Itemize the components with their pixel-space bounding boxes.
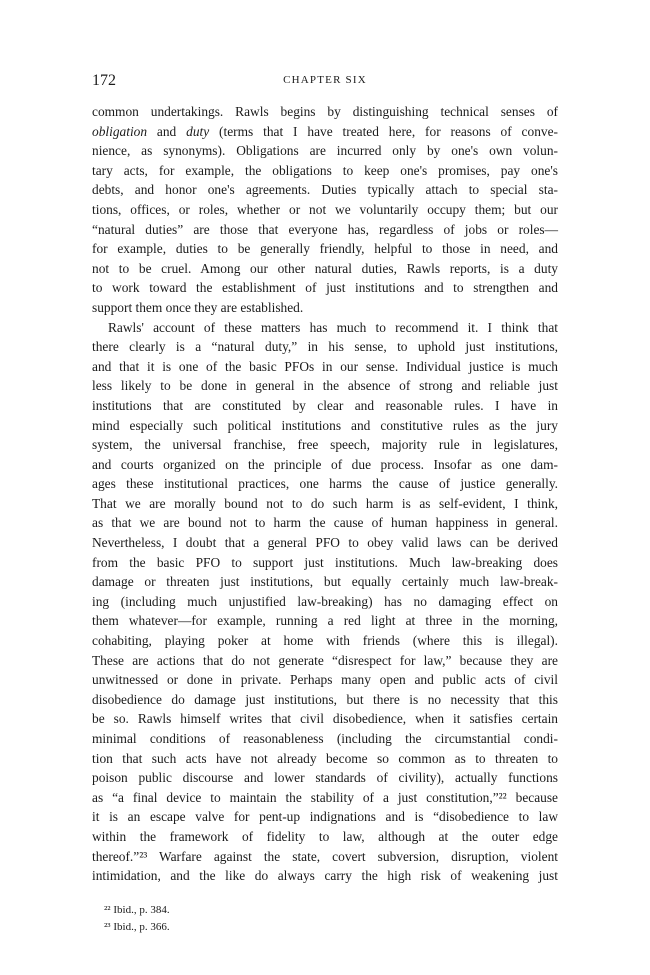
text-line: support them once they are established. — [92, 299, 304, 315]
footnotes — [92, 902, 558, 936]
text-line: for example, duties to be generally friendly, helpful to those in need, and — [92, 241, 558, 257]
text-line: tions, offices, or roles, whether or not we voluntarily occupy them; but our — [92, 201, 558, 217]
text-line: disobedience do damage just institutions, but there is no necessity that this — [92, 691, 558, 707]
text-line: as “a final device to maintain the stability of a just constitution,”²² because — [92, 789, 558, 805]
text-line: poison public discourse and lower standards of civility), actually functions — [92, 770, 558, 786]
text-line: Rawls' account of these matters has much to recommend it. I think that — [108, 319, 558, 335]
text-line: ing (including much unjustified law-breaking) has no damaging effect on — [92, 593, 558, 609]
text-line: them whatever—for example, running a red light at three in the morning, — [92, 613, 558, 629]
text-line: institutions that are constituted by clear and reasonable rules. I have in — [92, 397, 558, 413]
text-line: minimal conditions of reasonableness (including the circumstantial condi- — [92, 731, 558, 746]
text-line: less likely to be done in general in the absence of strong and reliable just — [92, 378, 558, 394]
text-line: from the basic PFO to support just institutions. Much law-breaking does — [92, 554, 558, 570]
emphasis-duty: duty — [186, 123, 210, 139]
text-line: Nevertheless, I doubt that a general PFO to obey valid laws can be derived — [92, 535, 558, 551]
footnote: ²³ Ibid., p. 366. — [104, 920, 170, 933]
text-line: common undertakings. Rawls begins by distinguishing technical senses of — [92, 104, 558, 119]
footnote: ²² Ibid., p. 384. — [104, 903, 170, 916]
text-line: within the framework of fidelity to law, although at the outer edge — [92, 828, 558, 844]
text-line: it is an escape valve for pent-up indignations and is “disobedience to law — [92, 809, 558, 825]
text-line: there clearly is a “natural duty,” in his sense, to uphold just institutions, — [92, 339, 558, 355]
text-line: unwitnessed or done in private. Perhaps many open and public acts of civil — [92, 672, 558, 688]
page-number: 172 — [92, 72, 116, 89]
emphasis-obligation: obligation — [92, 123, 148, 139]
text-line: thereof.”²³ Warfare against the state, covert subversion, disruption, violent — [92, 848, 558, 864]
text-line: tary acts, for example, the obligations to keep one's promises, pay one's — [92, 162, 558, 178]
text-line: These are actions that do not generate “disrespect for law,” because they are — [92, 652, 558, 668]
text-line: nience, as synonyms). Obligations are incurred only by one's own volun- — [92, 143, 558, 159]
book-page — [92, 72, 558, 936]
text-line: as that we are bound not to harm the cause of human happiness in general. — [92, 515, 558, 531]
text-line: ages these institutional practices, one harms the cause of justice generally. — [92, 476, 558, 492]
text-line: not to be cruel. Among our other natural duties, Rawls reports, is a duty — [92, 260, 558, 276]
text-line: and that it is one of the basic PFOs in our sense. Individual justice is much — [92, 358, 558, 374]
text-line: “natural duties” are those that everyone has, regardless of jobs or roles— — [92, 221, 558, 237]
body-text — [92, 102, 558, 886]
text-line: cohabiting, playing poker at home with friends (where this is illegal). — [92, 633, 558, 649]
text-line: That we are morally bound not to do such harm is as self-evident, I think, — [92, 495, 558, 511]
running-head — [92, 72, 558, 96]
text-line: tion that such acts have not already become so common as to threaten to — [92, 750, 558, 766]
text-line: to work toward the establishment of just institutions and to strengthen and — [92, 280, 558, 296]
chapter-title: CHAPTER SIX — [283, 74, 367, 86]
text-line: be so. Rawls himself writes that civil disobedience, when it satisfies certain — [92, 711, 558, 727]
text-line: obligation and duty (terms that I have treated here, for reasons of conve- — [92, 123, 558, 139]
text-line: and courts organized on the principle of due process. Insofar as one dam- — [92, 456, 558, 472]
text-line: mind especially such political institutions and constitutive rules as the jury — [92, 417, 558, 433]
text-line: system, the universal franchise, free speech, majority rule in legislatures, — [92, 437, 558, 453]
text-line: damage or threaten just institutions, but equally certainly much law-break- — [92, 574, 558, 590]
text-line: intimidation, and the like do always carry the high risk of weakening just — [92, 868, 558, 884]
text-line: debts, and honor one's agreements. Duties typically attach to special sta- — [92, 182, 558, 198]
